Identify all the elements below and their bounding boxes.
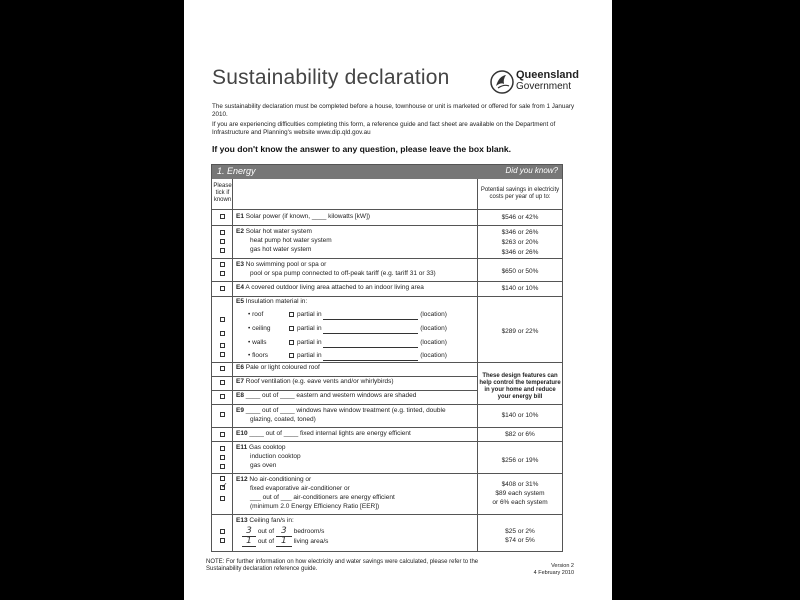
e6-text: Pale or light coloured roof	[245, 364, 320, 371]
e13-text: Ceiling fan/s in:	[249, 517, 294, 524]
e8-checkbox[interactable]	[220, 394, 225, 399]
e10-text: ____ out of ____ fixed internal lights are energy efficient	[249, 430, 411, 437]
e2-heatpump-checkbox[interactable]	[220, 239, 225, 244]
e6-code: E6	[236, 364, 244, 371]
e13-bedroom-total-field[interactable]: 3	[276, 527, 292, 537]
e13-bedroom-count-field[interactable]: 3	[242, 527, 256, 537]
e11-row	[236, 444, 286, 453]
e3-line-2: pool or spa pump connected to off-peak tariff (e.g. tariff 31 or 33)	[250, 270, 436, 277]
e5-roof-label: • roof	[248, 311, 264, 318]
row-divider	[212, 404, 562, 405]
e9-code: E9	[236, 407, 244, 414]
e12-line-1: No air-conditioning or	[249, 476, 312, 483]
e12-savings-3: or 6% each system	[492, 499, 548, 506]
e5-ceiling-label: • ceiling	[248, 325, 271, 332]
e7-code: E7	[236, 378, 244, 385]
e5-floors-location-text: (location)	[420, 352, 447, 359]
e5-ceiling-checkbox[interactable]	[220, 331, 225, 336]
e5-ceiling-location-field[interactable]	[323, 333, 418, 334]
e12-efficient-checkbox[interactable]	[220, 496, 225, 501]
intro-paragraph-1: The sustainability declaration must be completed before a house, townhouse or unit is marketed or offered for sale from 1 January 2010.	[212, 103, 575, 118]
e7-row	[236, 378, 394, 387]
e13-out-of-1: out of	[257, 528, 275, 535]
e13-living-checkbox[interactable]	[220, 538, 225, 543]
e4-savings: $140 or 10%	[501, 285, 539, 292]
e5-ceiling-partial-checkbox[interactable]	[289, 326, 294, 331]
e5-walls-location-text: (location)	[420, 339, 447, 346]
e12-code: E12	[236, 476, 248, 483]
e13-living-total-field[interactable]: 1	[276, 537, 292, 547]
e11-code: E11	[236, 444, 248, 451]
e13-row	[236, 517, 294, 526]
e13-out-of-2: out of	[257, 538, 275, 545]
e1-row	[236, 213, 370, 222]
row-divider	[212, 362, 562, 363]
document-page	[184, 0, 612, 600]
e8-row	[236, 392, 416, 401]
e2-solar-checkbox[interactable]	[220, 230, 225, 235]
e12-savings-2: $89 each system	[495, 490, 545, 497]
e8-code: E8	[236, 392, 244, 399]
e5-floors-location-field[interactable]	[323, 360, 418, 361]
section-title: 1. Energy	[217, 166, 256, 176]
e5-roof-partial-text: partial in	[297, 311, 322, 318]
e9-line-1: ____ out of ____ windows have window treatment (e.g. tinted, double	[245, 407, 446, 414]
e10-checkbox[interactable]	[220, 432, 225, 437]
e4-text: A covered outdoor living area attached to an indoor living area	[245, 284, 424, 291]
e13-living-count-field[interactable]: 1	[242, 537, 256, 547]
version-info	[524, 563, 574, 576]
e5-savings: $289 or 22%	[501, 328, 539, 335]
did-you-know-label: Did you know?	[505, 166, 558, 175]
e13-living-text: living area/s	[293, 538, 329, 545]
e11-induction-checkbox[interactable]	[220, 455, 225, 460]
e5-walls-partial-checkbox[interactable]	[289, 340, 294, 345]
e5-ceiling-partial-text: partial in	[297, 325, 322, 332]
e2-line-2: heat pump hot water system	[250, 237, 332, 244]
e5-ceiling-text: ceiling	[252, 325, 271, 332]
intro-paragraph-2: If you are experiencing difficulties completing this form, a reference guide and fact sheet are available on the Department of Infrastructure and Planning's website www.dip.qld.gov.au	[212, 121, 556, 136]
e1-code: E1	[236, 213, 244, 220]
e11-line-3: gas oven	[250, 462, 277, 469]
logo-line1: Queensland	[516, 69, 579, 81]
row-divider	[212, 441, 562, 442]
e5-roof-text: roof	[252, 311, 264, 318]
e3-code: E3	[236, 261, 244, 268]
e12-line-4: (minimum 2.0 Energy Efficiency Ratio [EER])	[250, 503, 380, 510]
e3-no-pool-checkbox[interactable]	[220, 262, 225, 267]
row-divider	[212, 473, 562, 474]
e13-bedroom-text: bedroom/s	[293, 528, 325, 535]
queensland-government-logo	[490, 68, 578, 98]
e12-row	[236, 476, 311, 485]
e7-checkbox[interactable]	[220, 380, 225, 385]
e9-line-2: glazing, coated, toned)	[250, 416, 316, 423]
e13-savings-2: $74 or 5%	[505, 537, 535, 544]
e9-checkbox[interactable]	[220, 412, 225, 417]
e13-living-line	[242, 537, 328, 547]
e10-row	[236, 430, 411, 439]
instruction-text: If you don't know the answer to any question, please leave the box blank.	[212, 144, 512, 154]
e5-walls-partial	[297, 339, 447, 348]
e6-row	[236, 364, 320, 373]
e11-line-1: Gas cooktop	[249, 444, 286, 451]
e2-line-3: gas hot water system	[250, 246, 312, 253]
e13-bedroom-checkbox[interactable]	[220, 529, 225, 534]
e9-savings: $140 or 10%	[501, 412, 539, 419]
row-divider	[212, 225, 562, 226]
e3-savings: $650 or 50%	[501, 268, 539, 275]
e11-gas-oven-checkbox[interactable]	[220, 464, 225, 469]
e9-row	[236, 407, 446, 416]
e2-line-1: Solar hot water system	[245, 228, 312, 235]
section-header-bar	[212, 165, 562, 179]
e3-line-1: No swimming pool or spa or	[245, 261, 327, 268]
e2-savings-2: $263 or 20%	[501, 239, 539, 246]
row-divider	[212, 296, 562, 297]
e5-row	[236, 298, 307, 307]
e11-savings: $256 or 19%	[501, 457, 539, 464]
e5-text: Insulation material in:	[245, 298, 308, 305]
e7-text: Roof ventilation (e.g. eave vents and/or whirlybirds)	[245, 378, 394, 385]
e5-floors-partial-text: partial in	[297, 352, 322, 359]
logo-line2: Government	[516, 81, 572, 92]
version-date: 4 February 2010	[533, 569, 574, 576]
e2-row	[236, 228, 312, 237]
e11-line-2: induction cooktop	[250, 453, 301, 460]
column-divider	[232, 179, 233, 551]
e5-code: E5	[236, 298, 244, 305]
e8-text: ____ out of ____ eastern and western windows are shaded	[245, 392, 417, 399]
e5-floors-checkbox[interactable]	[220, 352, 225, 357]
e4-checkbox[interactable]	[220, 286, 225, 291]
e13-code: E13	[236, 517, 248, 524]
e5-floors-text: floors	[252, 352, 268, 359]
row-divider	[212, 281, 562, 282]
e2-gas-checkbox[interactable]	[220, 248, 225, 253]
footer-note: NOTE: For further information on how electricity and water savings were calculated, please refer to the Sustainability declaration reference guide.	[206, 559, 479, 572]
e10-savings: $82 or 6%	[505, 431, 535, 438]
e10-code: E10	[236, 430, 248, 437]
page-title: Sustainability declaration	[212, 66, 450, 89]
e3-offpeak-checkbox[interactable]	[220, 271, 225, 276]
e3-row	[236, 261, 326, 270]
row-divider	[212, 376, 477, 377]
e5-floors-label: • floors	[248, 352, 268, 359]
e5-roof-partial-checkbox[interactable]	[289, 312, 294, 317]
e12-line-2: fixed evaporative air-conditioner or	[250, 485, 350, 492]
row-divider	[212, 209, 562, 210]
row-divider	[212, 390, 477, 391]
e13-savings-1: $25 or 2%	[505, 528, 535, 535]
e2-savings-1: $346 or 26%	[501, 229, 539, 236]
e5-walls-text: walls	[252, 339, 267, 346]
e1-savings: $546 or 42%	[501, 214, 539, 221]
e2-savings-3: $346 or 26%	[501, 249, 539, 256]
e6-checkbox[interactable]	[220, 366, 225, 371]
energy-form	[211, 164, 563, 552]
e5-floors-partial	[297, 352, 447, 361]
row-divider	[212, 514, 562, 515]
e5-ceiling-location-text: (location)	[420, 325, 447, 332]
e5-roof-partial	[297, 311, 447, 320]
e5-roof-location-field[interactable]	[323, 319, 418, 320]
e5-ceiling-partial	[297, 325, 447, 334]
check-mark-icon: ✓	[221, 481, 228, 490]
e4-code: E4	[236, 284, 244, 291]
savings-column-header: Potential savings in electricity costs per year of up to:	[480, 187, 560, 200]
e5-walls-location-field[interactable]	[323, 347, 418, 348]
e1-checkbox[interactable]	[220, 214, 225, 219]
e5-roof-location-text: (location)	[420, 311, 447, 318]
row-divider	[212, 427, 562, 428]
version-number: Version 2	[551, 563, 574, 569]
row-divider	[212, 258, 562, 259]
tick-column-header: Please tick if known	[213, 183, 232, 203]
e2-code: E2	[236, 228, 244, 235]
e5-floors-partial-checkbox[interactable]	[289, 353, 294, 358]
e1-text: Solar power (if known, ____ kilowatts [kW])	[245, 213, 371, 220]
intro-text	[212, 103, 580, 139]
e5-walls-label: • walls	[248, 339, 267, 346]
e12-savings-1: $408 or 31%	[501, 481, 539, 488]
e5-walls-partial-text: partial in	[297, 339, 322, 346]
e5-walls-checkbox[interactable]	[220, 343, 225, 348]
e11-gas-cooktop-checkbox[interactable]	[220, 446, 225, 451]
e12-line-3: ___ out of ___ air-conditioners are energy efficient	[250, 494, 395, 501]
logo-emblem-icon	[490, 70, 514, 94]
e4-row	[236, 284, 424, 293]
design-features-note: These design features can help control the temperature in your home and reduce your energy bill	[479, 373, 561, 400]
e5-roof-checkbox[interactable]	[220, 317, 225, 322]
